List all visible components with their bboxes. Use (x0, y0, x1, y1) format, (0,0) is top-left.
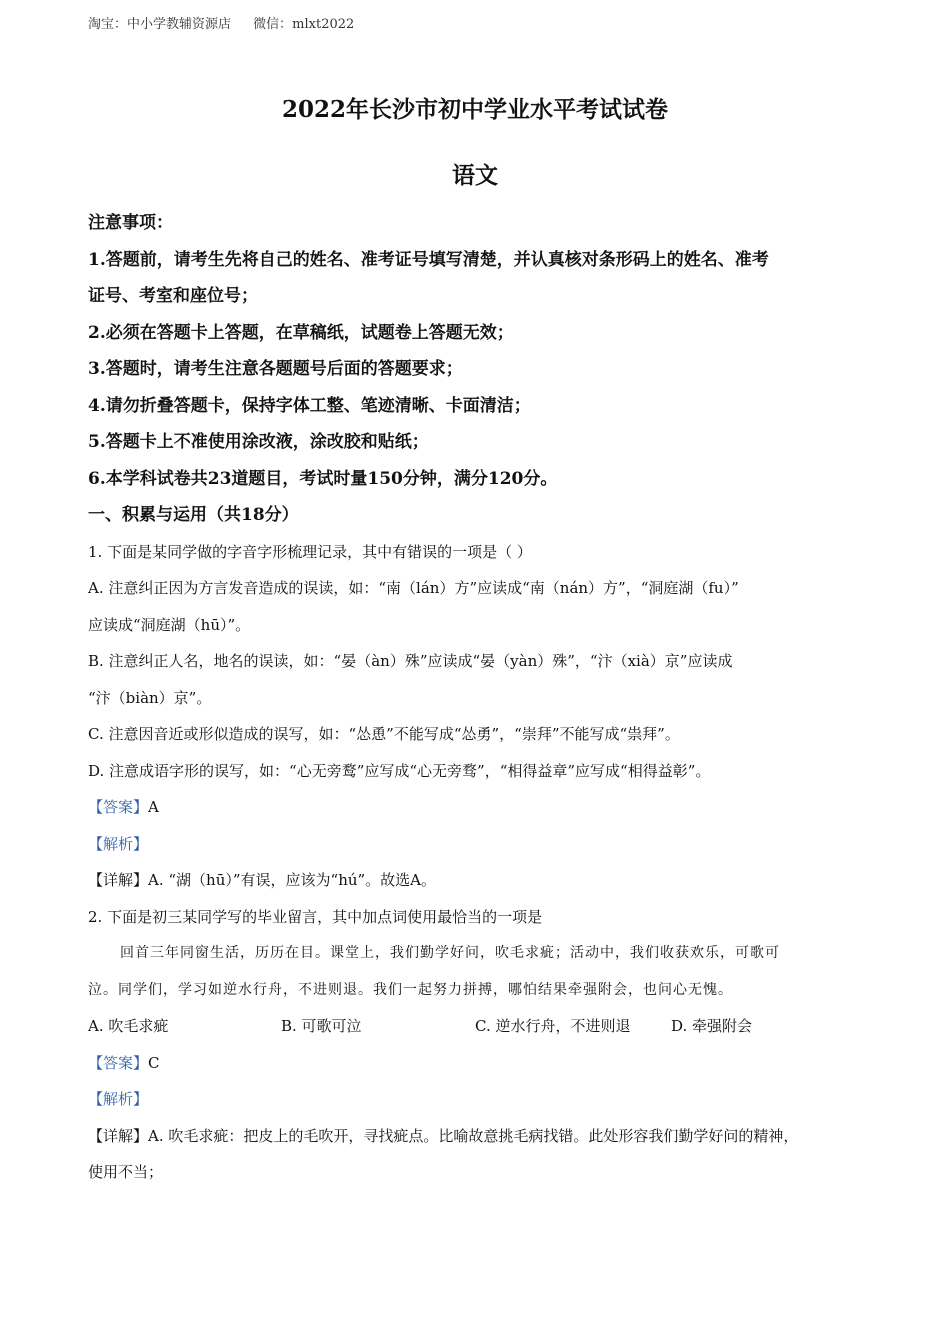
analysis-tag: 【解析】 (88, 834, 149, 853)
question-1-analysis (88, 826, 878, 863)
answer-value: A (148, 798, 159, 816)
notice-item-4: 4.请勿折叠答题卡，保持字体工整、笔迹清晰、卡面清洁； (88, 395, 531, 416)
question-2-quote-line-1: 回首三年同窗生活，历历在目。课堂上，我们勤学好问，吹毛求疵；活动中，我们收获欢乐，可歌可 (120, 945, 780, 961)
question-2-options (88, 1008, 878, 1045)
notice-item-1-line-1: 1.答题前，请考生先将自己的姓名、准考证号填写清楚，并认真核对条形码上的姓名、准考 (88, 249, 769, 270)
analysis-tag: 【解析】 (88, 1090, 149, 1108)
subject-title: 语文 (452, 162, 498, 189)
question-2-option-d: D. 牵强附会 (671, 1017, 753, 1035)
page-title: 2022年长沙市初中学业水平考试试卷 (281, 96, 668, 123)
question-2-option-a: A. 吹毛求疵 (88, 1017, 169, 1035)
question-1-stem: 1. 下面是某同学做的字音字形梳理记录，其中有错误的一项是（ ） (88, 542, 532, 561)
question-2-answer (88, 1045, 878, 1082)
question-1-option-b-line-1: B. 注意纠正人名，地名的误读，如：“晏（àn）殊”应读成“晏（yàn）殊”，“汴（xià）京”应读成 (88, 652, 733, 670)
notice-item-2: 2.必须在答题卡上答题，在草稿纸，试题卷上答题无效； (88, 322, 514, 343)
section-heading: 一、积累与运用（共18分） (88, 505, 299, 525)
watermark-header (88, 13, 372, 32)
shop-label: 淘宝：中小学教辅资源店 (88, 17, 232, 32)
detail-text: A. 吹毛求疵：把皮上的毛吹开，寻找疵点。比喻故意挑毛病找错。此处形容我们勤学好问的精神， (148, 1126, 799, 1145)
question-2-option-c: C. 逆水行舟，不进则退 (475, 1017, 631, 1035)
question-1-option-d: D. 注意成语字形的误写，如：“心无旁鹜”应写成“心无旁骛”，“相得益章”应写成“相得益彰”。 (88, 761, 711, 780)
wechat-label: 微信：mlxt2022 (253, 17, 355, 32)
question-1-option-c: C. 注意因音近或形似造成的误写，如：“怂恿”不能写成“怂勇”，“崇拜”不能写成“祟拜”。 (88, 725, 680, 743)
question-2-quote-line-2: 泣。同学们，学习如逆水行舟，不进则退。我们一起努力拼搏，哪怕结果牵强附会，也问心无愧。 (88, 981, 733, 998)
detail-tag: 【详解】 (88, 1126, 149, 1145)
question-1-answer (88, 789, 878, 826)
answer-tag: 【答案】 (88, 798, 149, 816)
notice-item-1-line-2: 证号、考室和座位号； (88, 286, 258, 306)
question-2-stem: 2. 下面是初三某同学写的毕业留言，其中加点词使用最恰当的一项是 (88, 907, 543, 926)
notice-item-3: 3.答题时，请考生注意各题题号后面的答题要求； (88, 359, 463, 379)
notice-item-5: 5.答题卡上不准使用涂改液，涂改胶和贴纸； (88, 432, 429, 452)
notice-heading: 注意事项： (88, 213, 173, 233)
notice-item-6: 6.本学科试卷共23道题目，考试时量150分钟，满分120分。 (88, 468, 558, 489)
question-1-option-a-line-1: A. 注意纠正因为方言发音造成的误读，如：“南（lán）方”应读成“南（nán）方”，“洞庭湖（fu）” (88, 579, 739, 597)
question-1-detail: 【详解】A. “湖（hū）”有误，应该为“hú”。故选A。 (88, 871, 437, 889)
question-2-detail-line-1 (88, 1118, 878, 1155)
answer-tag: 【答案】 (88, 1053, 149, 1072)
question-1-option-a-line-2: 应读成“洞庭湖（hū）”。 (88, 615, 251, 634)
question-2-analysis (88, 1081, 878, 1118)
answer-value: C (148, 1053, 160, 1072)
question-2-detail-line-2: 使用不当； (88, 1163, 164, 1181)
question-1-option-b-line-2: “汴（biàn）京”。 (88, 688, 212, 707)
document-body (88, 205, 878, 1191)
question-2-option-b: B. 可歌可泣 (281, 1017, 362, 1035)
